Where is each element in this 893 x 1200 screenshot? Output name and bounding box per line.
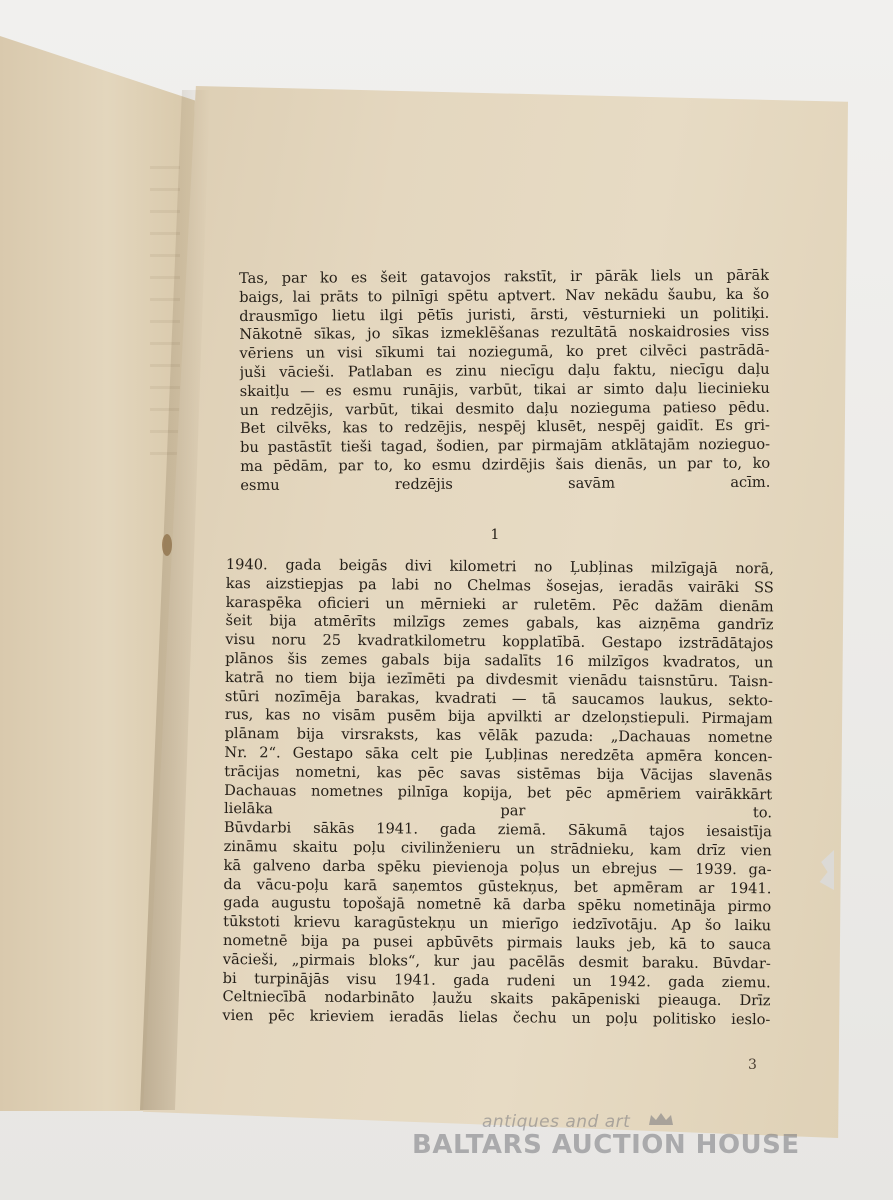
body-line: nometnē bija pa pusei apbūvēts pirmais lauks jeb, kā to sauca	[222, 931, 772, 954]
body-line: Dachauas nometnes pilnīga kopija, bet pēc apmēriem vairākkārt	[224, 781, 773, 803]
body-line: karaspēka oficieri un mērnieki ar ruletēm. Pēc dažām dienām	[225, 593, 774, 615]
body-line: vācieši, „pirmais bloks“, kur jau pacēlās desmit baraku. Būvdar-	[222, 950, 771, 973]
body-line: trācijas nometni, kas pēc savas sistēmas bija Vācijas slavenās	[224, 762, 773, 785]
intro-paragraph	[239, 267, 770, 496]
body-line: plānos šis zemes gabals bija sadalīts 16 milzīgos kvadratos, un	[225, 649, 774, 672]
body-line: katrā no tiem bija iezīmēti pa divdesmit vienādu taisnstūru. Taisn-	[224, 668, 774, 691]
intro-line: juši vācieši. Patlaban es zinu niecīgu daļu faktu, niecīgu daļu	[239, 360, 770, 381]
intro-line: Tas, par ko es šeit gatavojos rakstīt, ir pārāk liels un pārāk	[239, 266, 770, 287]
body-line: rus, kas no visām pusēm bija apvilkti ar dzeloņstiepuli. Pirmajam	[224, 706, 773, 728]
page-number: 3	[748, 1057, 757, 1073]
body-line: vien pēc krieviem ieradās lielas čechu un poļu politisko ieslo-	[222, 1007, 771, 1029]
intro-line: vēriens un visi sīkumi tai noziegumā, ko pret cilvēci pastrādā-	[239, 341, 770, 363]
body-line: stūri nozīmēja barakas, kvadrati — tā saucamos laukus, sekto-	[224, 687, 773, 709]
body-line: visu noru 25 kvadratkilometru kopplatībā. Gestapo izstrādātajos	[225, 631, 774, 653]
body-line: tūkstoti krievu karagūstekņu un mierīgo iedzīvotāju. Ap šo laiku	[223, 913, 772, 935]
body-line: kas aizstiepjas pa labi no Chelmas šosejas, ieradās vairāki SS	[225, 574, 774, 597]
body-paragraphs	[222, 556, 774, 1030]
body-line: gada augustu topošajā nometnē kā darba spēku nometināja pirmo	[223, 894, 772, 916]
intro-line: bu pastāstīt tieši tagad, šodien, par pirmajām atklātajām nozieguo-	[240, 435, 771, 457]
intro-line: drausmīgo lietu ilgi pētīs juristi, ārsti, vēsturnieki un politiķi.	[239, 304, 770, 325]
watermark-subtitle: antiques and art	[482, 1112, 631, 1132]
body-line: plānam bija virsraksts, kas vēlāk pazuda: „Dachauas nometne	[224, 725, 773, 747]
intro-line: Nākotnē sīkas, jo sīkas izmeklēšanas rezultātā noskaidrosies viss	[239, 323, 770, 344]
body-line: šeit bija atmērīts milzīgs zemes gabals, kas aizņēma gandrīz	[225, 612, 774, 634]
intro-line: Bet cilvēks, kas to redzējis, nespēj klusēt, nespēj gaidīt. Es gri-	[239, 417, 771, 438]
section-number: 1	[490, 527, 500, 543]
watermark-title: BALTARS AUCTION HOUSE	[412, 1130, 800, 1160]
intro-line: esmu redzējis savām acīm.	[240, 473, 771, 494]
body-line: Būvdarbi sākās 1941. gada ziemā. Sākumā tajos iesaistīja	[223, 819, 772, 841]
crown-icon	[648, 1112, 674, 1126]
body-line: zināmu skaitu poļu civilinženieru un strādnieku, kam drīz vien	[223, 837, 772, 860]
intro-line: skaitļu — es esmu runājis, varbūt, tikai ar simto daļu liecinieku	[239, 379, 770, 400]
body-line: kā galveno darba spēku pievienoja poļus un ebrejus — 1939. ga-	[223, 856, 772, 879]
body-line: da vācu-poļu karā saņemtos gūstekņus, bet apmēram ar 1941.	[223, 875, 772, 897]
body-line: 1940. gada beigās divi kilometri no Ļubļinas milzīgajā norā,	[225, 556, 774, 578]
body-line: bi turpinājās visu 1941. gada rudeni un 1942. gada ziemu.	[222, 969, 771, 991]
intro-line: ma pēdām, par to, ko esmu dzirdējis šais dienās, un par to, ko	[240, 454, 771, 475]
intro-line: baigs, lai prāts to pilnīgi spētu aptvert. Nav nekādu šaubu, ka šo	[239, 285, 770, 306]
watermark	[412, 1108, 812, 1178]
body-line: lielāka par to.	[223, 800, 773, 822]
body-line: Celtniecībā nodarbināto ļaužu skaits pakāpeniski pieauga. Drīz	[222, 988, 771, 1010]
intro-line: un redzējis, varbūt, tikai desmito daļu nozieguma patieso pēdu.	[239, 398, 770, 419]
body-line: Nr. 2“. Gestapo sāka celt pie Ļubļinas neredzēta apmēra koncen-	[224, 743, 773, 766]
